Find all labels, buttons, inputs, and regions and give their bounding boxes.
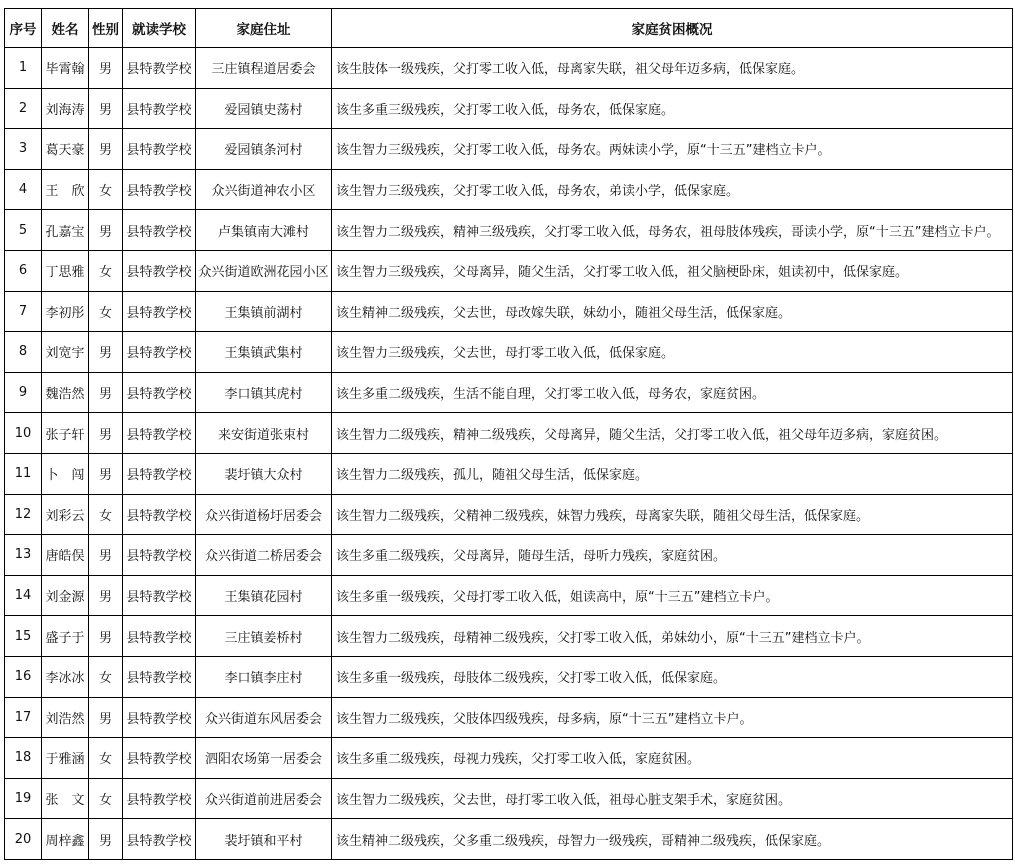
cell-serial-number: 3 <box>5 129 42 170</box>
cell-school: 县特教学校 <box>123 413 196 454</box>
cell-address: 众兴街道欧洲花园小区 <box>196 250 332 291</box>
cell-gender: 男 <box>89 129 123 170</box>
cell-poverty-overview: 该生智力三级残疾，父打零工收入低，母务农。两妹读小学，原“十三五”建档立卡户。 <box>332 129 1013 170</box>
cell-name: 刘彩云 <box>42 494 89 535</box>
cell-address: 王集镇花园村 <box>196 575 332 616</box>
cell-poverty-overview: 该生智力二级残疾，孤儿，随祖父母生活，低保家庭。 <box>332 453 1013 494</box>
table-header <box>5 9 1013 48</box>
cell-address: 卢集镇南大滩村 <box>196 210 332 251</box>
cell-gender: 男 <box>89 453 123 494</box>
table-body <box>5 48 1013 860</box>
cell-school: 县特教学校 <box>123 575 196 616</box>
cell-poverty-overview: 该生多重一级残疾，母肢体二级残疾，父打零工收入低，低保家庭。 <box>332 656 1013 697</box>
poverty-students-table <box>4 8 1013 860</box>
cell-school: 县特教学校 <box>123 778 196 819</box>
cell-gender: 男 <box>89 88 123 129</box>
cell-address: 裴圩镇大众村 <box>196 453 332 494</box>
cell-address: 李口镇李庄村 <box>196 656 332 697</box>
cell-poverty-overview: 该生智力三级残疾，父打零工收入低，母务农，弟读小学，低保家庭。 <box>332 169 1013 210</box>
cell-poverty-overview: 该生智力二级残疾，母精神二级残疾，父打零工收入低，弟妹幼小，原“十三五”建档立卡户。 <box>332 616 1013 657</box>
cell-school: 县特教学校 <box>123 616 196 657</box>
cell-gender: 男 <box>89 413 123 454</box>
header-gender: 性别 <box>89 9 123 48</box>
cell-school: 县特教学校 <box>123 453 196 494</box>
cell-serial-number: 6 <box>5 250 42 291</box>
cell-serial-number: 8 <box>5 332 42 373</box>
table-row <box>5 372 1013 413</box>
table-row <box>5 494 1013 535</box>
cell-school: 县特教学校 <box>123 169 196 210</box>
cell-name: 于雅涵 <box>42 738 89 779</box>
cell-serial-number: 15 <box>5 616 42 657</box>
cell-gender: 女 <box>89 169 123 210</box>
table-row <box>5 48 1013 89</box>
cell-name: 张 文 <box>42 778 89 819</box>
cell-name: 丁思雅 <box>42 250 89 291</box>
table-row <box>5 291 1013 332</box>
cell-gender: 女 <box>89 656 123 697</box>
cell-serial-number: 10 <box>5 413 42 454</box>
header-poverty-overview: 家庭贫困概况 <box>332 9 1013 48</box>
cell-name: 刘宽宇 <box>42 332 89 373</box>
cell-name: 李冰冰 <box>42 656 89 697</box>
cell-gender: 男 <box>89 697 123 738</box>
cell-address: 众兴街道杨圩居委会 <box>196 494 332 535</box>
cell-poverty-overview: 该生多重三级残疾，父打零工收入低，母务农，低保家庭。 <box>332 88 1013 129</box>
header-row <box>5 9 1013 48</box>
cell-serial-number: 18 <box>5 738 42 779</box>
cell-address: 众兴街道二桥居委会 <box>196 535 332 576</box>
table-row <box>5 332 1013 373</box>
cell-school: 县特教学校 <box>123 656 196 697</box>
cell-name: 周梓鑫 <box>42 819 89 860</box>
cell-serial-number: 14 <box>5 575 42 616</box>
cell-poverty-overview: 该生智力二级残疾，父去世，母打零工收入低，祖母心脏支架手术，家庭贫困。 <box>332 778 1013 819</box>
cell-poverty-overview: 该生智力二级残疾，父精神二级残疾，妹智力残疾，母离家失联，随祖父母生活，低保家庭。 <box>332 494 1013 535</box>
cell-poverty-overview: 该生智力二级残疾，精神三级残疾，父打零工收入低，母务农，祖母肢体残疾，哥读小学，原“十三五”建档立卡户。 <box>332 210 1013 251</box>
cell-school: 县特教学校 <box>123 48 196 89</box>
cell-gender: 男 <box>89 210 123 251</box>
cell-serial-number: 19 <box>5 778 42 819</box>
header-serial-number: 序号 <box>5 9 42 48</box>
cell-school: 县特教学校 <box>123 372 196 413</box>
cell-serial-number: 4 <box>5 169 42 210</box>
cell-gender: 男 <box>89 819 123 860</box>
cell-serial-number: 17 <box>5 697 42 738</box>
cell-school: 县特教学校 <box>123 494 196 535</box>
table-row <box>5 738 1013 779</box>
cell-poverty-overview: 该生智力三级残疾，父母离异，随父生活，父打零工收入低，祖父脑梗卧床，姐读初中，低保家庭。 <box>332 250 1013 291</box>
table-row <box>5 656 1013 697</box>
cell-school: 县特教学校 <box>123 535 196 576</box>
cell-poverty-overview: 该生肢体一级残疾，父打零工收入低，母离家失联，祖父母年迈多病，低保家庭。 <box>332 48 1013 89</box>
cell-school: 县特教学校 <box>123 697 196 738</box>
cell-gender: 男 <box>89 48 123 89</box>
cell-name: 卜 闯 <box>42 453 89 494</box>
cell-name: 盛子于 <box>42 616 89 657</box>
cell-gender: 男 <box>89 616 123 657</box>
table-row <box>5 169 1013 210</box>
cell-gender: 女 <box>89 778 123 819</box>
cell-serial-number: 1 <box>5 48 42 89</box>
cell-poverty-overview: 该生智力二级残疾，精神二级残疾，父母离异，随父生活，父打零工收入低，祖父母年迈多病，家庭贫困。 <box>332 413 1013 454</box>
table-row <box>5 129 1013 170</box>
cell-school: 县特教学校 <box>123 291 196 332</box>
cell-gender: 男 <box>89 332 123 373</box>
cell-serial-number: 20 <box>5 819 42 860</box>
cell-name: 孔嘉宝 <box>42 210 89 251</box>
cell-name: 刘金源 <box>42 575 89 616</box>
cell-poverty-overview: 该生精神二级残疾，父多重二级残疾，母智力一级残疾，哥精神二级残疾，低保家庭。 <box>332 819 1013 860</box>
cell-gender: 女 <box>89 738 123 779</box>
cell-serial-number: 7 <box>5 291 42 332</box>
table-row <box>5 413 1013 454</box>
table-row <box>5 453 1013 494</box>
cell-name: 王 欣 <box>42 169 89 210</box>
table-row <box>5 575 1013 616</box>
cell-poverty-overview: 该生多重二级残疾，父母离异，随母生活，母听力残疾，家庭贫困。 <box>332 535 1013 576</box>
cell-serial-number: 12 <box>5 494 42 535</box>
cell-school: 县特教学校 <box>123 88 196 129</box>
cell-address: 众兴街道神农小区 <box>196 169 332 210</box>
cell-address: 王集镇武集村 <box>196 332 332 373</box>
cell-name: 刘海涛 <box>42 88 89 129</box>
header-school: 就读学校 <box>123 9 196 48</box>
cell-address: 裴圩镇和平村 <box>196 819 332 860</box>
cell-serial-number: 16 <box>5 656 42 697</box>
cell-poverty-overview: 该生智力三级残疾，父去世，母打零工收入低，低保家庭。 <box>332 332 1013 373</box>
cell-address: 李口镇其虎村 <box>196 372 332 413</box>
cell-address: 爱园镇条河村 <box>196 129 332 170</box>
table-row <box>5 616 1013 657</box>
cell-school: 县特教学校 <box>123 210 196 251</box>
table-row <box>5 88 1013 129</box>
cell-address: 众兴街道东风居委会 <box>196 697 332 738</box>
table-row <box>5 210 1013 251</box>
cell-name: 葛天豪 <box>42 129 89 170</box>
cell-poverty-overview: 该生智力二级残疾，父肢体四级残疾，母多病，原“十三五”建档立卡户。 <box>332 697 1013 738</box>
cell-poverty-overview: 该生精神二级残疾，父去世，母改嫁失联，妹幼小，随祖父母生活，低保家庭。 <box>332 291 1013 332</box>
cell-school: 县特教学校 <box>123 332 196 373</box>
cell-school: 县特教学校 <box>123 129 196 170</box>
table-row <box>5 778 1013 819</box>
cell-serial-number: 11 <box>5 453 42 494</box>
cell-serial-number: 2 <box>5 88 42 129</box>
cell-gender: 女 <box>89 291 123 332</box>
cell-poverty-overview: 该生多重二级残疾，母视力残疾，父打零工收入低，家庭贫困。 <box>332 738 1013 779</box>
cell-name: 李初彤 <box>42 291 89 332</box>
header-name: 姓名 <box>42 9 89 48</box>
cell-gender: 女 <box>89 494 123 535</box>
header-address: 家庭住址 <box>196 9 332 48</box>
table-row <box>5 819 1013 860</box>
cell-serial-number: 9 <box>5 372 42 413</box>
cell-address: 泗阳农场第一居委会 <box>196 738 332 779</box>
cell-name: 刘浩然 <box>42 697 89 738</box>
cell-school: 县特教学校 <box>123 819 196 860</box>
cell-address: 三庄镇程道居委会 <box>196 48 332 89</box>
cell-poverty-overview: 该生多重二级残疾，生活不能自理，父打零工收入低，母务农，家庭贫困。 <box>332 372 1013 413</box>
cell-serial-number: 5 <box>5 210 42 251</box>
cell-gender: 女 <box>89 250 123 291</box>
table-row <box>5 697 1013 738</box>
cell-gender: 男 <box>89 575 123 616</box>
table-row <box>5 535 1013 576</box>
cell-serial-number: 13 <box>5 535 42 576</box>
cell-address: 众兴街道前进居委会 <box>196 778 332 819</box>
cell-school: 县特教学校 <box>123 738 196 779</box>
cell-name: 毕霄翰 <box>42 48 89 89</box>
cell-address: 来安街道张束村 <box>196 413 332 454</box>
cell-gender: 男 <box>89 535 123 576</box>
cell-gender: 男 <box>89 372 123 413</box>
cell-address: 爱园镇史荡村 <box>196 88 332 129</box>
cell-name: 唐皓俣 <box>42 535 89 576</box>
table-row <box>5 250 1013 291</box>
cell-address: 三庄镇姜桥村 <box>196 616 332 657</box>
cell-name: 张子轩 <box>42 413 89 454</box>
cell-school: 县特教学校 <box>123 250 196 291</box>
cell-poverty-overview: 该生多重一级残疾，父母打零工收入低，姐读高中，原“十三五”建档立卡户。 <box>332 575 1013 616</box>
cell-name: 魏浩然 <box>42 372 89 413</box>
cell-address: 王集镇前湖村 <box>196 291 332 332</box>
